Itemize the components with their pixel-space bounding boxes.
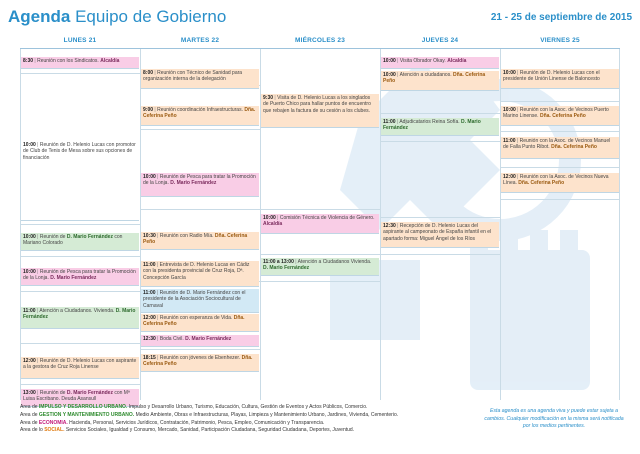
event-monday[interactable] (21, 233, 139, 251)
event-description: Visita de D. Helenio Lucas a los singlados de Puerto Chico para hallar puntos de encuentro que rebajen la factura de su cesión a los clubes. (263, 95, 371, 114)
event-time: 11:00 (143, 262, 156, 268)
event-description: Visita Obrador Okay. (399, 58, 448, 64)
event-description: Atención a ciudadanos. (399, 72, 453, 78)
event-description: Reunión con la Asoc. de Vecinos Puerto Marino Linense. (503, 107, 609, 120)
event-tuesday[interactable] (141, 106, 259, 126)
event-separator: | (35, 358, 40, 364)
event-description: Comisión Técnica de Violencia de Género. (279, 215, 375, 221)
event-separator: | (153, 70, 158, 76)
event-responsible: Dña. Ceferina Peño (143, 355, 253, 368)
event-time: 10:00 (383, 58, 396, 64)
event-time: 12:00 (23, 358, 36, 364)
area-legend (20, 404, 440, 435)
event-responsible: D. Mario Fernández (66, 390, 113, 396)
event-description: Entrevista de D. Helenio Lucas en Cádiz con la presidenta provincial de Cruz Roja, Dª. Concepción García (143, 262, 250, 281)
event-description: Reunión con la Asoc. de Vecinos Nueva Línea. (503, 174, 609, 187)
event-description: Boda Civil. (159, 336, 186, 342)
legend-area-name: IMPULSO Y DESARROLLO URBANO. (38, 404, 128, 410)
event-description: Reunión de (39, 234, 67, 240)
day-header-tuesday: MARTES 22 (180, 37, 220, 44)
event-tuesday[interactable] (141, 261, 259, 287)
row-divider (500, 167, 620, 168)
event-separator: | (395, 223, 400, 229)
row-divider (260, 209, 380, 210)
legend-area-name: GESTIÓN Y MANTENIMIENTO URBANO. (38, 411, 135, 418)
event-tuesday[interactable] (141, 232, 259, 250)
event-time: 12:30 (143, 336, 156, 342)
legend-line (20, 404, 440, 412)
event-friday[interactable] (501, 137, 619, 159)
event-time: 10:00 (383, 72, 396, 78)
event-description: Reunión de Pesca para tratar la Promoción de la Lonja. (23, 269, 136, 282)
event-responsible: D. Mario Fernández (263, 265, 310, 272)
event-time: 11:00 (23, 308, 36, 314)
event-description: Reunión con esperanza de Vida. (159, 315, 234, 321)
event-time: 10:00 (23, 234, 36, 240)
event-time: 8:00 (143, 70, 154, 76)
agenda-title: Agenda Equipo de Gobierno (8, 7, 227, 26)
event-separator: | (35, 308, 40, 314)
event-separator: | (155, 174, 160, 180)
day-header-wednesday: MIÉRCOLES 23 (294, 37, 346, 44)
event-description: Reunión de D. Helenio Lucas con el presidente de Unión Linense de Baloncesto (503, 70, 600, 83)
event-time: 8:30 (23, 58, 34, 64)
event-description: Atención a Ciudadanos Vivienda. (297, 259, 372, 265)
row-divider (140, 349, 260, 350)
event-responsible: D. Mario Fernández (66, 234, 113, 240)
event-responsible: Alcaldía (263, 221, 283, 228)
event-time: 13:00 (23, 390, 36, 396)
legend-area-name: SOCIAL. (44, 427, 65, 434)
event-time: 11:00 (383, 119, 396, 125)
day-header-thursday: JUEVES 24 (421, 37, 459, 44)
row-divider (20, 256, 140, 257)
legend-area-description: Servicios Sociales, Igualdad y Consumo, Mercado, Sanidad, Participación Ciudadana, Seguridad Ciudadana, Deportes, Juventud. (64, 427, 355, 434)
event-separator: | (35, 269, 40, 275)
event-thursday[interactable] (381, 57, 499, 69)
row-divider (20, 384, 140, 385)
event-responsible: D. Mario Fernández (185, 336, 232, 342)
day-header-monday: LUNES 21 (63, 37, 97, 44)
legend-prefix: Área de (20, 404, 39, 410)
event-description: Adjudicatarios Reina Sofía. (399, 119, 462, 125)
event-responsible: Alcaldía (447, 58, 467, 64)
event-separator: | (515, 138, 520, 144)
event-tuesday[interactable] (141, 173, 259, 197)
event-description: Reunión coordinación Infraestructuras. (157, 107, 245, 113)
event-description: Reunión con Técnico de Sanidad para organización interna de la delegación (143, 70, 243, 83)
event-separator: | (155, 262, 160, 268)
event-monday[interactable] (21, 307, 139, 329)
event-wednesday[interactable] (261, 258, 379, 276)
event-thursday[interactable] (381, 222, 499, 248)
event-description: Reunión con los Sindicatos. (37, 58, 101, 64)
event-monday[interactable] (21, 141, 139, 221)
agenda-header (8, 7, 632, 33)
event-responsible: Alcaldía (100, 58, 120, 64)
event-separator: | (293, 259, 298, 265)
event-separator: | (515, 70, 520, 76)
event-responsible: D. Mario Fernández (383, 119, 481, 132)
legend-area-description: Impulso y Desarrollo Urbano, Turismo, Educación, Cultura, Gestión de Eventos y Actos Públicos, Comercio. (127, 404, 368, 410)
event-description: Recepción de D. Helenio Lucas del aspirante al campeonato de España infantil en el apartado forma: Miguel Ángel de los Ríos (383, 223, 492, 242)
row-divider (20, 73, 140, 74)
event-tuesday[interactable] (141, 289, 259, 313)
row-divider (500, 101, 620, 102)
legend-area-name: ECONOMÍA. (38, 419, 68, 426)
event-separator: | (153, 107, 158, 113)
event-description: Reunión de D. Mario Fernández con el presidente de la Asociación Sociocultural de Carnaval (143, 290, 246, 309)
row-divider (380, 141, 500, 142)
event-time: 12:30 (383, 223, 396, 229)
row-divider (380, 113, 500, 114)
event-separator: | (155, 315, 160, 321)
event-time: 11:00 (503, 138, 516, 144)
weekly-calendar (20, 37, 620, 403)
event-tuesday[interactable] (141, 335, 259, 347)
event-separator: | (155, 233, 160, 239)
row-divider (500, 199, 620, 200)
event-friday[interactable] (501, 106, 619, 126)
event-thursday[interactable] (381, 71, 499, 91)
event-separator: | (35, 390, 40, 396)
event-monday[interactable] (21, 268, 139, 286)
event-description: Reunión de Pesca para tratar la Promoción de la Lonja. (143, 174, 256, 187)
event-time: 9:00 (143, 107, 154, 113)
event-description: Reunión de (39, 390, 67, 396)
event-responsible: Dña. Ceferina Peño (143, 315, 245, 328)
legend-area-description: Hacienda, Personal, Servicios Jurídicos, Contratación, Patrimonio, Pesca, Empleo, Comunicación y Transparencia. (67, 419, 325, 426)
event-description: Reunión de D. Helenio Lucas con promotor de Club de Tenis de Mesa sobre sus opciones de financiación (23, 142, 136, 161)
event-responsible: Dña. Ceferina Peño (143, 107, 256, 120)
event-separator: | (155, 336, 160, 342)
event-separator: | (33, 58, 38, 64)
event-description: Reunión con jóvenes de Ebenhezer. (159, 355, 242, 361)
row-divider (260, 254, 380, 255)
event-time: 10:00 (143, 174, 156, 180)
legend-line (20, 420, 440, 428)
event-description: Reunión de D. Helenio Lucas con aspirante a la gestora de Cruz Roja Linense (23, 358, 137, 371)
event-separator: | (155, 290, 160, 296)
event-separator: | (275, 215, 280, 221)
event-tuesday[interactable] (141, 354, 259, 372)
event-responsible: Dña. Ceferina Peño (143, 233, 248, 246)
event-time: 11:00 a 13:00 (263, 259, 294, 265)
event-responsible: Dña. Ceferina Peño (383, 72, 486, 85)
event-time: 10:00 (503, 70, 516, 76)
event-description: Atención a Ciudadanos. Vivienda. (39, 308, 116, 314)
event-separator: | (395, 58, 400, 64)
event-time: 10:00 (503, 107, 516, 113)
event-responsible: Dña. Ceferina Peño (551, 144, 597, 151)
day-column-tuesday (140, 49, 260, 400)
event-time: 10:00 (263, 215, 276, 221)
legend-area-description: Medio Ambiente, Obras e Infraestructuras, Playas, Limpieza y Mantenimiento Urbano, Jardines, Vivienda, Cementerio. (134, 411, 399, 418)
agenda-date-range: 21 - 25 de septiembre de 2015 (490, 12, 632, 23)
event-responsible: Dña. Ceferina Peño (539, 113, 586, 120)
event-separator: | (273, 95, 278, 101)
event-friday[interactable] (501, 173, 619, 193)
row-divider (260, 281, 380, 282)
legend-prefix: Área de (20, 419, 39, 426)
row-divider (20, 291, 140, 292)
event-separator: | (35, 142, 40, 148)
day-header-friday: VIERNES 25 (540, 37, 580, 44)
event-description: Reunión con la Asoc. de Vecinos Manuel de Falla Punto Ribot. (503, 138, 611, 151)
row-divider (20, 224, 140, 225)
event-responsible: D. Mario Fernández (50, 275, 97, 282)
event-time: 10:00 (23, 142, 36, 148)
event-description-cont: con Mariano Colorado (23, 234, 123, 247)
event-friday[interactable] (501, 69, 619, 89)
event-responsible: D. Mario Fernández (170, 180, 217, 187)
event-tuesday[interactable] (141, 314, 259, 332)
event-time: 12:00 (503, 174, 516, 180)
row-divider (380, 217, 500, 218)
event-separator: | (155, 355, 160, 361)
legend-line (20, 412, 440, 420)
event-separator: | (35, 234, 40, 240)
row-divider (500, 131, 620, 132)
event-wednesday[interactable] (261, 94, 379, 128)
event-thursday[interactable] (381, 118, 499, 136)
event-separator: | (515, 174, 520, 180)
event-responsible: Dña. Ceferina Peño (518, 180, 565, 187)
event-tuesday[interactable] (141, 69, 259, 89)
event-monday[interactable] (21, 57, 139, 69)
legend-prefix: Área de (20, 411, 39, 418)
event-time: 11:00 (143, 290, 156, 296)
row-divider (140, 209, 260, 210)
agenda-disclaimer: Esta agenda es una agenda viva y puede estar sujeta a cambios. Cualquier modificación en la misma será notificada por los medios pertinentes. (484, 408, 624, 430)
event-description-cont: con Mª Luisa Escribano. Deuda Asansull (23, 390, 130, 403)
event-time: 10:00 (23, 269, 36, 275)
row-divider (380, 254, 500, 255)
event-time: 18:15 (143, 355, 156, 361)
event-time: 12:00 (143, 315, 156, 321)
event-description: Reunión con Radio Mía. (159, 233, 215, 239)
legend-line (20, 427, 440, 435)
event-separator: | (395, 119, 400, 125)
event-time: 9:30 (263, 95, 274, 101)
legend-prefix: Área de lo (20, 427, 45, 434)
event-time: 10:30 (143, 233, 156, 239)
event-responsible: D. Mario Fernández (23, 308, 136, 321)
event-separator: | (395, 72, 400, 78)
row-divider (20, 343, 140, 344)
event-separator: | (515, 107, 520, 113)
event-monday[interactable] (21, 357, 139, 379)
event-wednesday[interactable] (261, 214, 379, 234)
row-divider (140, 129, 260, 130)
